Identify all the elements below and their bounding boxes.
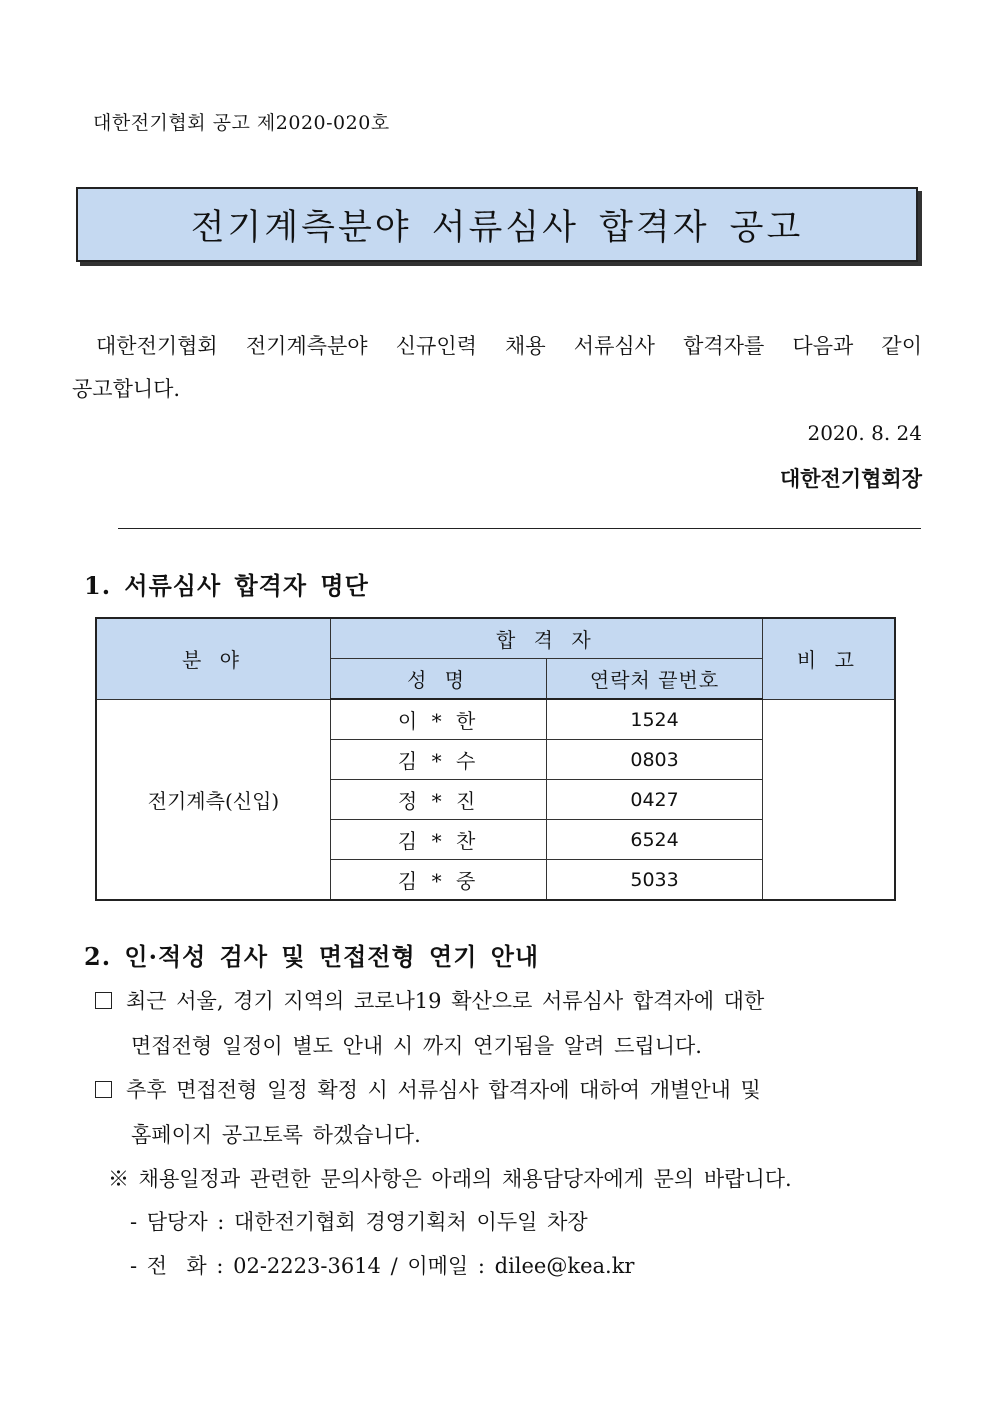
intro-paragraph	[72, 325, 922, 411]
field-cell: 전기계측(신입)	[96, 699, 330, 900]
section-2-title: 2. 인·적성 검사 및 면접전형 연기 안내	[84, 942, 540, 971]
name-cell: 이 * 한	[330, 699, 546, 740]
divider-line	[118, 528, 921, 529]
bullet-item-2-line-1: 추후 면접전형 일정 확정 시 서류심사 합격자에 대하여 개별안내 및	[126, 1078, 761, 1102]
contact-person: - 담당자 : 대한전기협회 경영기획처 이두일 차장	[130, 1210, 588, 1234]
header-name: 성 명	[330, 659, 546, 700]
header-passers: 합 격 자	[330, 618, 762, 659]
notice-number: 대한전기협회 공고 제2020-020호	[93, 112, 390, 134]
name-cell: 김 * 중	[330, 860, 546, 901]
header-field: 분 야	[96, 618, 330, 699]
bullet-item-1-line-2: 면접전형 일정이 별도 안내 시 까지 연기됨을 알려 드립니다.	[131, 1034, 702, 1058]
intro-line-1: 대한전기협회 전기계측분야 신규인력 채용 서류심사 합격자를 다음과 같이	[96, 334, 922, 358]
phone-cell: 0803	[547, 740, 763, 780]
bullet-item-1	[95, 985, 764, 1015]
phone-cell: 1524	[547, 699, 763, 740]
phone-cell: 6524	[547, 820, 763, 860]
bullet-item-1-line-1: 최근 서울, 경기 지역의 코로나19 확산으로 서류심사 합격자에 대한	[126, 989, 765, 1013]
contact-phone-email: - 전 화 : 02-2223-3614 / 이메일 : dilee@kea.kr	[130, 1254, 635, 1278]
header-phone-suffix: 연락처 끝번호	[547, 659, 763, 700]
notice-date: 2020. 8. 24	[807, 421, 922, 445]
remarks-cell	[762, 699, 895, 900]
phone-cell: 0427	[547, 780, 763, 820]
name-cell: 김 * 수	[330, 740, 546, 780]
passers-table	[95, 617, 896, 901]
section-1-title: 1. 서류심사 합격자 명단	[84, 571, 369, 600]
checkbox-square-icon	[95, 992, 112, 1009]
signer: 대한전기협회장	[779, 466, 922, 491]
checkbox-square-icon	[95, 1081, 112, 1098]
inquiry-note: ※ 채용일정과 관련한 문의사항은 아래의 채용담당자에게 문의 바랍니다.	[108, 1167, 792, 1191]
bullet-item-2-line-2: 홈페이지 공고토록 하겠습니다.	[131, 1123, 421, 1147]
phone-cell: 5033	[547, 860, 763, 901]
intro-line-2: 공고합니다.	[72, 377, 181, 401]
title-box	[76, 187, 918, 262]
bullet-item-2	[95, 1074, 761, 1104]
name-cell: 김 * 찬	[330, 820, 546, 860]
name-cell: 정 * 진	[330, 780, 546, 820]
table-row	[96, 699, 895, 740]
header-remarks: 비 고	[762, 618, 895, 699]
document-title: 전기계측분야 서류심사 합격자 공고	[190, 207, 804, 248]
